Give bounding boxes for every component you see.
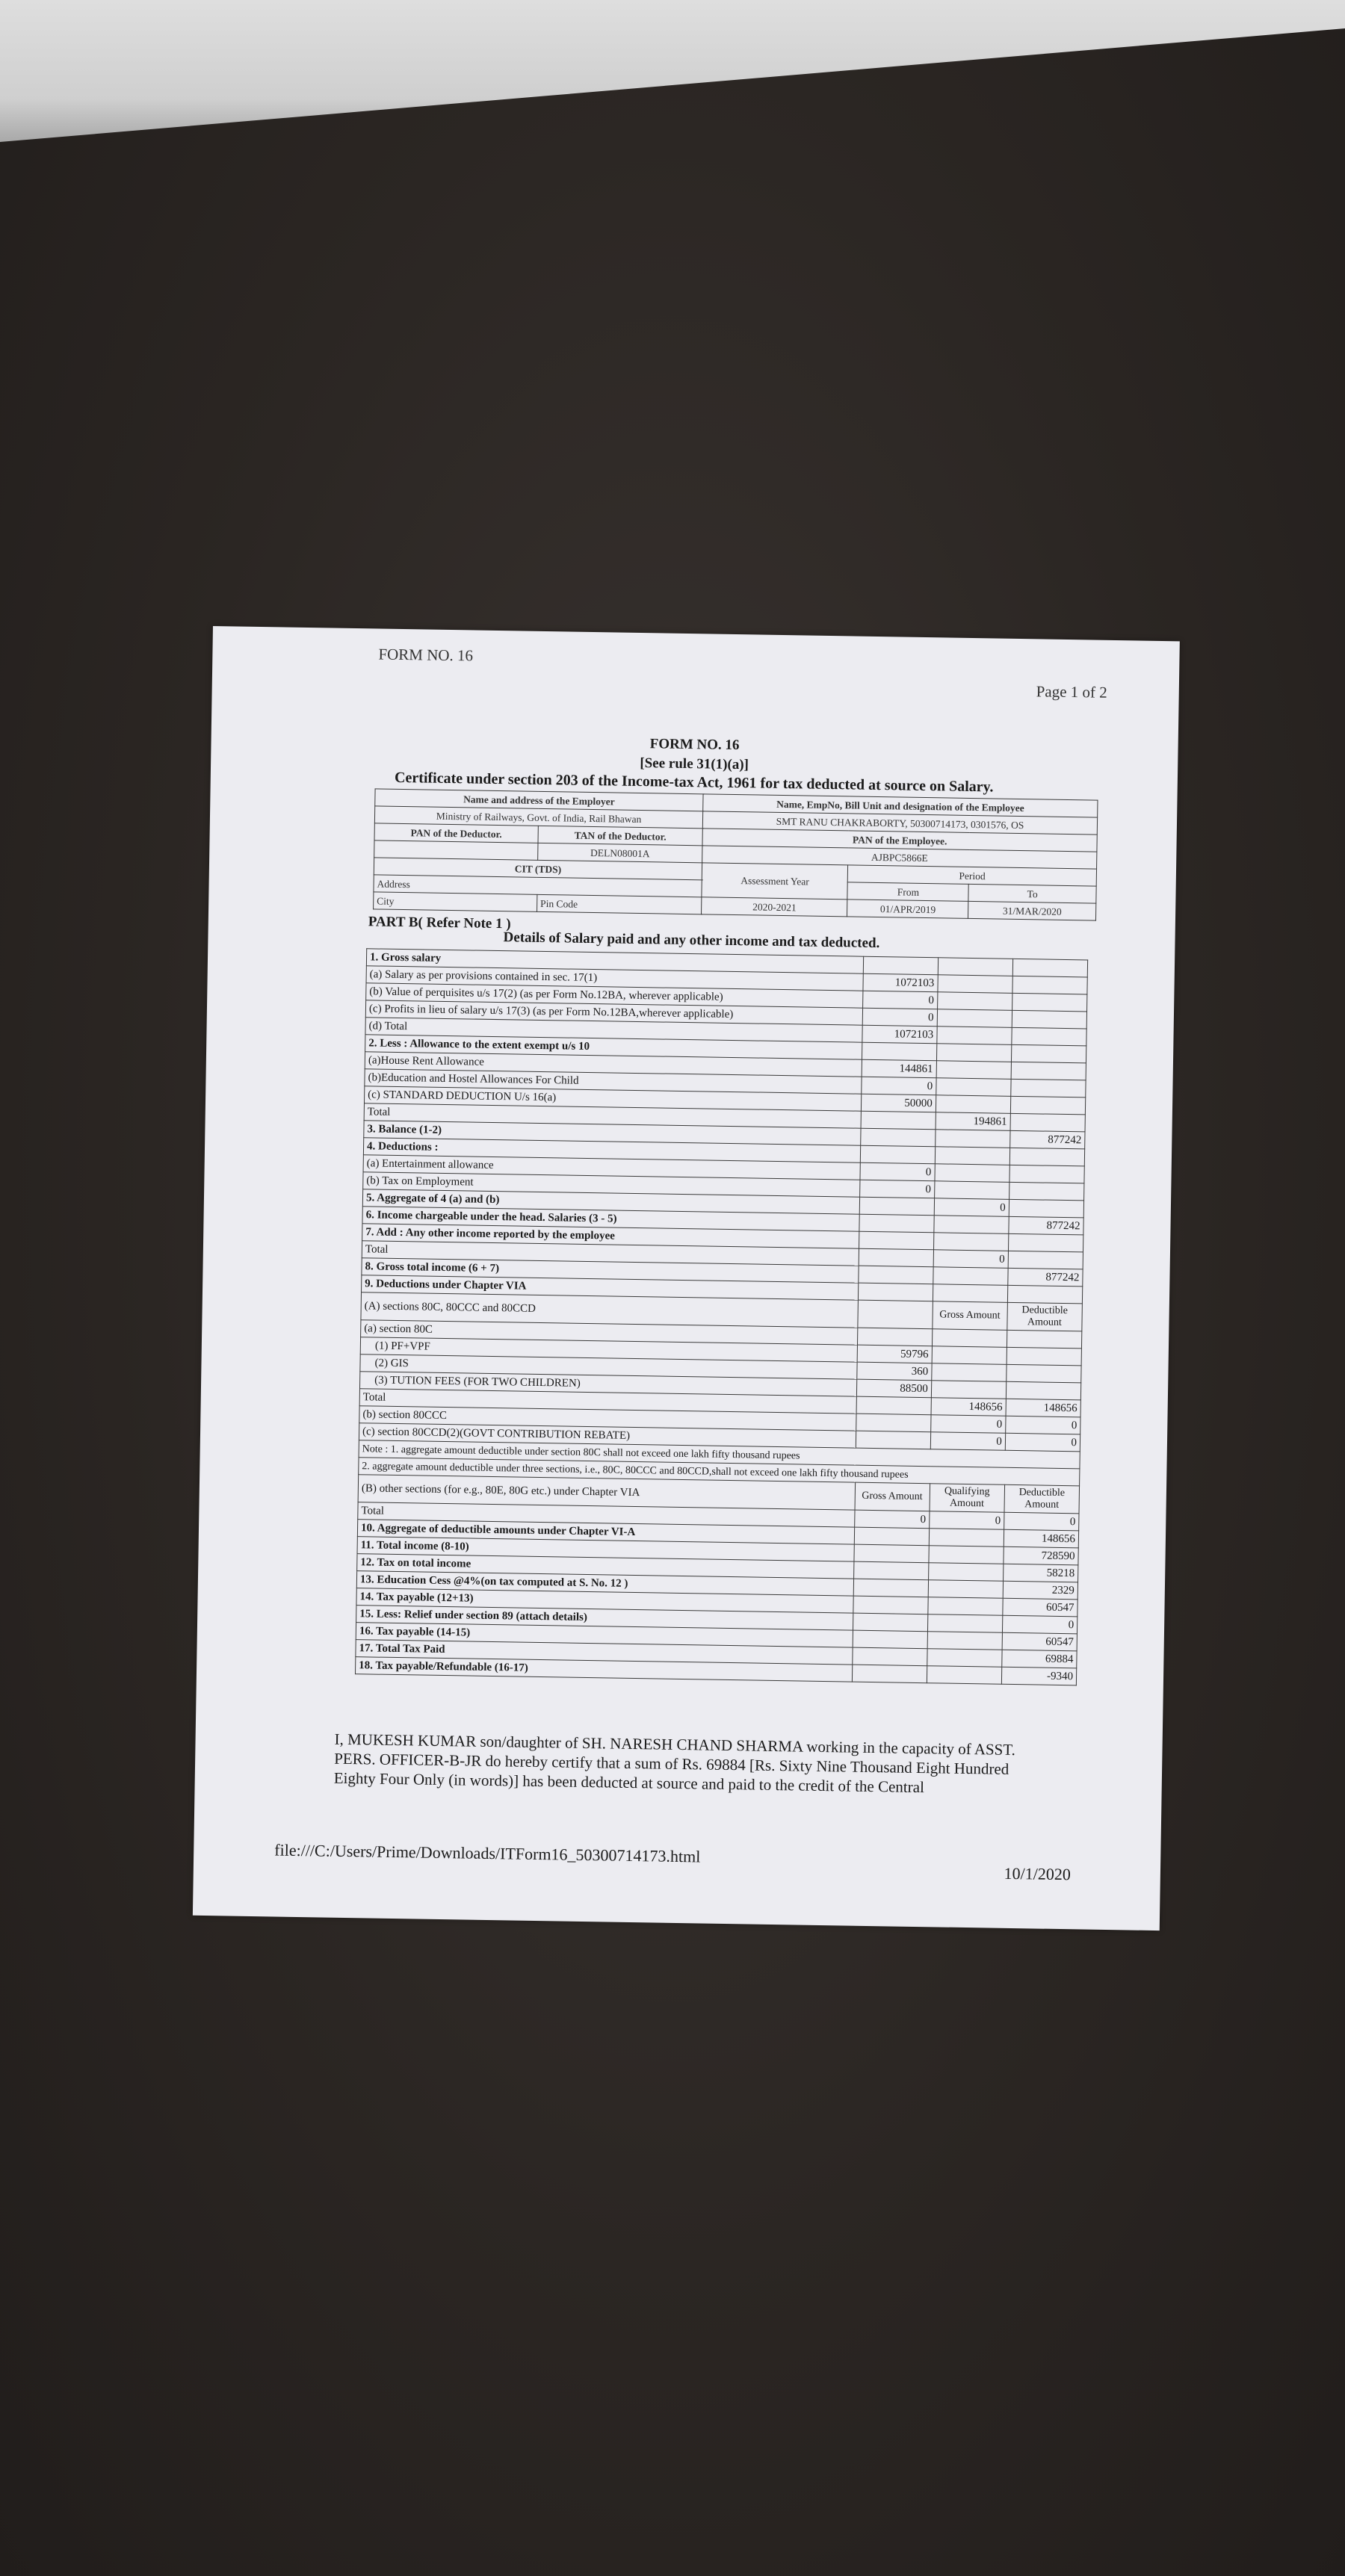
form-rule: [See rule 31(1)(a)] [640, 755, 749, 773]
amount-col-1: 59796 [857, 1345, 932, 1363]
amount-col-2 [937, 1027, 1012, 1045]
amount-col-1 [853, 1630, 927, 1649]
amount-col-2 [935, 1130, 1009, 1148]
employee-label: Name, EmpNo, Bill Unit and designation of the Employee [703, 794, 1098, 817]
section-a-label: (A) sections 80C, 80CCC and 80CCD [361, 1292, 858, 1328]
amount-col-2 [927, 1632, 1002, 1650]
amount-col-3 [1007, 1285, 1083, 1304]
amount-col-2 [931, 1363, 1006, 1382]
amount-col-3: 148656 [1004, 1529, 1079, 1548]
amount-col-3 [1007, 1330, 1082, 1349]
amount-col-3: 60547 [1003, 1598, 1078, 1617]
amount-col-2 [935, 1147, 1009, 1165]
row-label: 13. Education Cess @4%(on tax computed at S. No. 12 ) [356, 1571, 853, 1596]
amount-col-3 [1006, 1381, 1081, 1400]
form-certificate-title: Certificate under section 203 of the Income-tax Act, 1961 for tax deducted at source on Salary. [394, 769, 994, 796]
amount-col-2: 0 [933, 1250, 1008, 1269]
amount-col-3: 0 [1006, 1416, 1081, 1434]
row-label: 11. Total income (8-10) [357, 1537, 854, 1561]
amount-col-2 [934, 1216, 1009, 1234]
row-label: (1) PF+VPF [360, 1337, 857, 1362]
amount-col-2 [927, 1614, 1002, 1633]
note-1: Note : 1. aggregate amount deductible under section 80C shall not exceed one lakh fifty thousand rupees [359, 1440, 1080, 1469]
details-title: Details of Salary paid and any other income and tax deducted. [503, 929, 880, 952]
amount-col-3: 0 [1004, 1512, 1079, 1531]
city-label: City [374, 892, 537, 911]
row-label: 1. Gross salary [366, 949, 863, 973]
amount-col-3: -9340 [1001, 1667, 1077, 1685]
amount-col-2: 194861 [936, 1112, 1010, 1131]
amount-col-1 [856, 1414, 930, 1432]
employee-name: SMT RANU CHAKRABORTY, 50300714173, 0301576, OS [702, 811, 1097, 835]
amount-col-2 [934, 1181, 1009, 1200]
amount-col-1 [857, 1328, 932, 1346]
row-label: 8. Gross total income (6 + 7) [362, 1258, 859, 1283]
amount-col-3 [1010, 1113, 1086, 1132]
row-label: 6. Income chargeable under the head. Salaries (3 - 5) [362, 1207, 859, 1231]
amount-col-1 [858, 1266, 933, 1284]
amount-col-1: 0 [862, 991, 937, 1009]
amount-col-1: 144861 [862, 1059, 936, 1078]
amount-col-2 [936, 1095, 1010, 1114]
amount-col-1 [861, 1111, 936, 1130]
amount-col-1: 50000 [861, 1094, 936, 1112]
row-label: 7. Add : Any other income reported by the employee [362, 1224, 859, 1248]
tan-value: DELN08001A [538, 843, 703, 862]
amount-col-3 [1009, 1199, 1084, 1218]
amount-col-2 [928, 1563, 1003, 1582]
amount-col-2: 0 [930, 1432, 1005, 1451]
footer-file-path: file:///C:/Users/Prime/Downloads/ITForm16_50300714173.html [274, 1840, 701, 1866]
period-to: 31/MAR/2020 [968, 901, 1096, 920]
amount-col-2 [937, 1009, 1012, 1028]
amount-col-2: 0 [934, 1198, 1009, 1217]
amount-col-1 [859, 1248, 933, 1267]
amount-col-1: 0 [860, 1162, 935, 1181]
amount-col-3 [1007, 1364, 1082, 1383]
amount-col-3 [1012, 993, 1087, 1012]
amount-col-1: 0 [859, 1180, 934, 1198]
amount-col-1 [853, 1613, 927, 1632]
footer-date: 10/1/2020 [1004, 1863, 1072, 1884]
amount-col-2 [938, 975, 1012, 994]
employer-label: Name and address of the Employer [375, 789, 703, 811]
amount-col-3: 148656 [1006, 1399, 1081, 1417]
row-label: (d) Total [365, 1018, 862, 1042]
page-number: Page 1 of 2 [1036, 682, 1107, 702]
row-label: 17. Total Tax Paid [356, 1640, 853, 1665]
amount-col-2 [936, 1044, 1011, 1062]
row-label: (a) section 80C [361, 1320, 858, 1345]
amount-col-3 [1009, 1182, 1084, 1201]
row-label: 14. Tax payable (12+13) [356, 1588, 853, 1613]
amount-col-1 [854, 1527, 929, 1546]
amount-col-2 [935, 1164, 1009, 1183]
amount-col-1 [859, 1197, 934, 1216]
amount-col-3 [1008, 1251, 1083, 1269]
row-label: (a)House Rent Allowance [365, 1052, 862, 1077]
row-label: 12. Tax on total income [357, 1554, 854, 1579]
amount-col-1 [853, 1579, 928, 1597]
amount-col-3: 2329 [1003, 1581, 1078, 1600]
amount-col-2: 0 [929, 1511, 1004, 1530]
deductible-amount-header-b: Deductible Amount [1004, 1484, 1080, 1514]
amount-col-2 [927, 1666, 1001, 1685]
note-2: 2. aggregate amount deductible under three sections, i.e., 80C, 80CCC and 80CCD,shall not exceed one lakh fifty thousand rupees [359, 1458, 1080, 1486]
row-label: (b)Education and Hostel Allowances For Child [365, 1069, 862, 1094]
amount-col-2 [938, 958, 1012, 976]
gross-amount-header-b: Gross Amount [855, 1482, 930, 1511]
amount-col-2 [933, 1284, 1007, 1303]
row-label: 10. Aggregate of deductible amounts under Chapter VI-A [357, 1520, 854, 1544]
address-label: Address [374, 875, 702, 897]
employer-name: Ministry of Railways, Govt. of India, Rail Bhawan [374, 806, 702, 829]
amount-col-3 [1011, 1079, 1086, 1097]
amount-col-2 [928, 1597, 1003, 1616]
amount-col-2 [933, 1233, 1008, 1251]
amount-col-3 [1012, 976, 1088, 994]
amount-col-1: 360 [856, 1362, 931, 1381]
amount-col-3: 877242 [1009, 1216, 1084, 1235]
from-label: From [847, 882, 968, 902]
row-label: (c) STANDARD DEDUCTION U/s 16(a) [364, 1086, 861, 1111]
period-label: Period [848, 865, 1097, 886]
row-label: (c) Profits in lieu of salary u/s 17(3) (as per Form No.12BA,wherever applicable) [365, 1000, 862, 1025]
employer-employee-table [373, 788, 1098, 920]
amount-col-3 [1012, 959, 1088, 977]
assessment-year: 2020-2021 [702, 897, 848, 917]
amount-col-3 [1008, 1233, 1083, 1252]
certificate-text: I, MUKESH KUMAR son/daughter of SH. NARESH CHAND SHARMA working in the capacity of ASST. PERS. OFFICER-B-JR do hereby certify that a sum of Rs. 69884 [Rs. Sixty Nine Thousand Eight Hundred Eighty Four Only (in words)] has been deducted at source and paid to the credit of the Central [333, 1730, 1016, 1797]
row-label: Total [358, 1502, 855, 1527]
amount-col-1 [853, 1596, 927, 1614]
amount-col-1: 1072103 [862, 1025, 936, 1044]
amount-col-2 [936, 1078, 1010, 1097]
amount-col-3 [1010, 1096, 1086, 1115]
row-label: 15. Less: Relief under section 89 (attach details) [356, 1606, 853, 1630]
row-label: (3) TUTION FEES (FOR TWO CHILDREN) [359, 1372, 856, 1396]
amount-col-2 [931, 1381, 1006, 1399]
amount-col-1 [858, 1283, 933, 1301]
amount-col-1 [853, 1561, 928, 1580]
amount-col-1 [854, 1544, 929, 1563]
row-label: (b) Tax on Employment [363, 1172, 860, 1197]
amount-col-3: 0 [1005, 1433, 1080, 1452]
amount-col-3 [1012, 1010, 1087, 1029]
amount-col-2: 148656 [931, 1398, 1006, 1417]
amount-col-1 [862, 1042, 936, 1061]
deductible-amount-header: Deductible Amount [1007, 1302, 1083, 1331]
amount-col-2 [932, 1329, 1007, 1348]
period-from: 01/APR/2019 [847, 900, 968, 919]
amount-col-1 [860, 1145, 935, 1164]
amount-col-3 [1007, 1347, 1082, 1366]
row-label: (b) section 80CCC [359, 1406, 856, 1431]
amount-col-3: 69884 [1002, 1650, 1077, 1668]
amount-col-1 [852, 1647, 927, 1666]
amount-col-3 [1011, 1062, 1086, 1080]
cit-label: CIT (TDS) [374, 858, 702, 880]
row-label: Total [359, 1389, 856, 1414]
row-label: 5. Aggregate of 4 (a) and (b) [362, 1189, 859, 1214]
row-label: 9. Deductions under Chapter VIA [362, 1275, 859, 1300]
amount-col-1 [860, 1128, 935, 1147]
amount-col-2 [929, 1546, 1004, 1564]
row-label: 3. Balance (1-2) [364, 1121, 861, 1145]
form16-paper [193, 626, 1180, 1931]
amount-col-1: 0 [854, 1510, 929, 1529]
part-b-label: PART B( Refer Note 1 ) [368, 914, 511, 932]
amount-col-3: 877242 [1010, 1130, 1086, 1149]
amount-col-1 [863, 956, 938, 975]
amount-col-2 [927, 1649, 1001, 1668]
amount-col-3 [1012, 1027, 1087, 1046]
row-label: 4. Deductions : [363, 1138, 860, 1162]
pan-employee-value: AJBPC5866E [702, 846, 1097, 869]
row-label: (c) section 80CCD(2)(GOVT CONTRIBUTION REBATE) [359, 1423, 856, 1448]
amount-col-1: 0 [861, 1077, 936, 1095]
amount-col-1 [859, 1214, 933, 1233]
row-label: (b) Value of perquisites u/s 17(2) (as per Form No.12BA, wherever applicable) [366, 983, 863, 1008]
amount-col-3: 877242 [1008, 1268, 1083, 1287]
amount-col-3: 58218 [1003, 1564, 1078, 1582]
amount-col-1 [859, 1231, 933, 1250]
form-title: FORM NO. 16 [649, 736, 740, 754]
amount-col-3: 60547 [1002, 1632, 1077, 1651]
assessment-year-label: Assessment Year [702, 863, 848, 900]
amount-col-2 [937, 992, 1012, 1011]
row-label: Total [362, 1241, 859, 1266]
row-label: (a) Entertainment allowance [363, 1155, 860, 1180]
row-label: 16. Tax payable (14-15) [356, 1623, 853, 1647]
amount-col-3: 0 [1002, 1615, 1077, 1634]
amount-col-1: 88500 [856, 1379, 931, 1398]
amount-col-3 [1011, 1044, 1086, 1063]
row-label: Total [364, 1103, 861, 1128]
amount-col-1 [856, 1431, 930, 1449]
form-label: FORM NO. 16 [378, 645, 474, 665]
amount-col-2 [928, 1580, 1003, 1599]
amount-col-3: 728590 [1004, 1546, 1079, 1565]
pin-label: Pin Code [537, 894, 702, 914]
salary-details-table [355, 948, 1088, 1685]
amount-col-2 [936, 1061, 1011, 1080]
tan-label: TAN of the Deductor. [538, 826, 703, 845]
qualifying-amount-header: Qualifying Amount [930, 1484, 1005, 1513]
amount-col-2: 0 [930, 1415, 1005, 1434]
pan-deductor-label: PAN of the Deductor. [374, 823, 538, 843]
row-label: 2. Less : Allowance to the extent exempt u/s 10 [365, 1035, 862, 1059]
amount-col-1: 1072103 [863, 973, 938, 992]
amount-col-1 [852, 1665, 927, 1683]
amount-col-3 [1009, 1165, 1085, 1183]
amount-col-2 [932, 1346, 1007, 1365]
to-label: To [968, 884, 1096, 903]
row-label: (2) GIS [360, 1354, 857, 1379]
amount-col-3 [1009, 1148, 1085, 1166]
row-label: 18. Tax payable/Refundable (16-17) [355, 1657, 852, 1682]
amount-col-1: 0 [862, 1008, 937, 1027]
amount-col-2 [929, 1529, 1004, 1547]
row-label: (a) Salary as per provisions contained in sec. 17(1) [366, 966, 863, 991]
amount-col-2 [933, 1267, 1007, 1286]
section-b-label: (B) other sections (for e.g., 80E, 80G etc.) under Chapter VIA [358, 1475, 855, 1510]
pan-employee-label: PAN of the Employee. [702, 829, 1097, 852]
gross-amount-header: Gross Amount [933, 1301, 1008, 1331]
amount-col-1 [856, 1396, 931, 1415]
